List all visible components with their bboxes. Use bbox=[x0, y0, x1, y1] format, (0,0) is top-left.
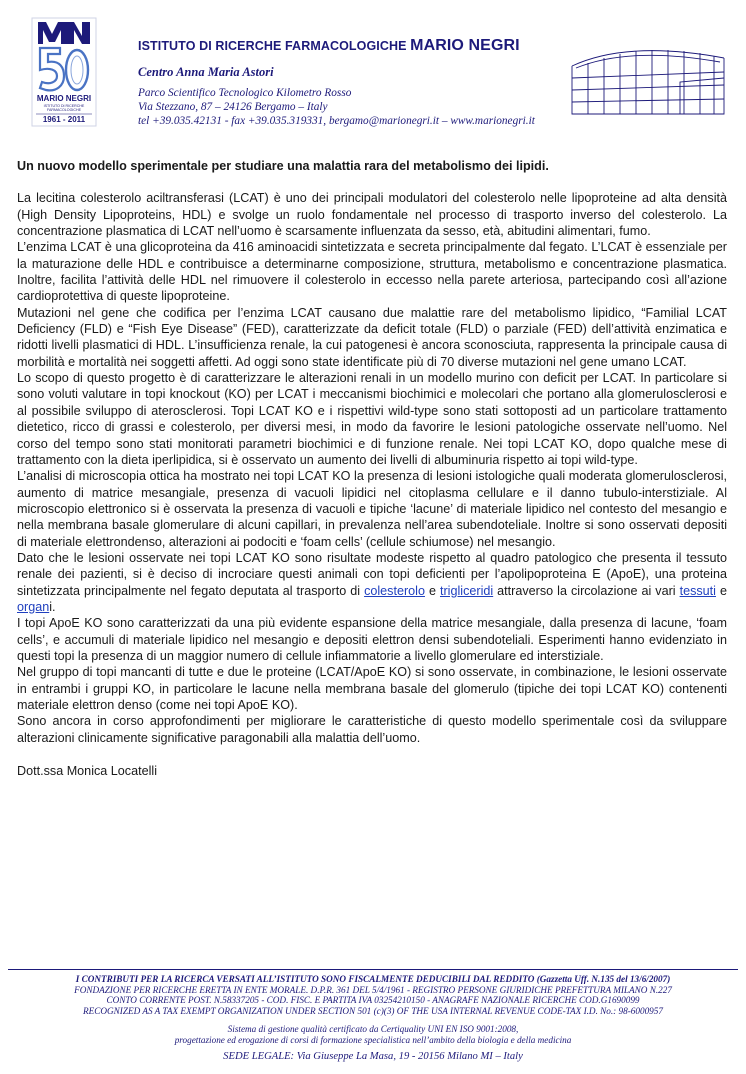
footer-line-1: I CONTRIBUTI PER LA RICERCA VERSATI ALL’ISTITUTO SONO FISCALMENTE DEDUCIBILI DAL REDDITO (Gazzetta Uff. N.135 del 13/6/2007) bbox=[75, 974, 671, 984]
footer-divider bbox=[8, 969, 738, 970]
institute-name: MARIO NEGRI bbox=[410, 37, 520, 54]
address-line-2: Via Stezzano, 87 – 24126 Bergamo – Italy bbox=[138, 101, 328, 113]
paragraph-1: La lecitina colesterolo aciltransferasi (LCAT) è uno dei principali modulatori del colesterolo nelle lipoproteine ad alta densità (High Density Lipoproteins, HDL) e svolge un ruolo fondamentale nel processo di trasporto inverso del colesterolo. La concentrazione plasmatica di LCAT nell’uomo è scarsamente influenzata da sesso, età, abitudini alimentari, fumo. bbox=[17, 191, 727, 239]
paragraph-3: Mutazioni nel gene che codifica per l’enzima LCAT causano due malattie rare del metabolismo lipidico, “Familial LCAT Deficiency (FLD) e “Fish Eye Disease” (FED), caratterizzate da deficit totale (FLD) o parziale (FED) dell’attività enzimatica e ridotti livelli plasmatici di HDL. L’insufficienza renale, la cui patogenesi è ancora sconosciuta, rappresenta la principale causa di morbilità e mortalità nei soggetti affetti. Ad oggi sono state identificate più di 70 diverse mutazioni nel gene umano LCAT. bbox=[17, 305, 727, 369]
paragraph-8: Nel gruppo di topi mancanti di tutte e due le proteine (LCAT/ApoE KO) si sono osservate, in combinazione, le lesioni osservate in entrambi i gruppi KO, in particolare le lacune nella membrana basale del glomerulo (tipiche dei topi LCAT KO) contenenti materiale elettron denso (come nei topi ApoE KO). bbox=[17, 665, 727, 712]
link-trigliceridi[interactable]: trigliceridi bbox=[439, 583, 494, 598]
footer-sede: SEDE LEGALE: Via Giuseppe La Masa, 19 - 20156 Milano MI – Italy bbox=[223, 1050, 523, 1062]
p6-text-a: Dato che le lesioni osservate nei topi LCAT KO sono risultate modeste rispetto al quadro patologico che presenta il tessuto renale dei pazienti, si è deciso di incrociare questi animali con topi deficienti per l’apolipoproteina E (ApoE), una proteina sintetizzata principalmente nel fegato deputata al trasporto di bbox=[17, 550, 727, 598]
institute-title bbox=[138, 37, 520, 55]
address-block bbox=[138, 86, 535, 128]
signature: Dott.ssa Monica Locatelli bbox=[17, 764, 157, 779]
institute-prefix: ISTITUTO DI RICERCHE FARMACOLOGICHE bbox=[138, 39, 407, 53]
logo-sub1: ISTITUTO DI RICERCHE bbox=[43, 104, 85, 108]
paragraph-9: Sono ancora in corso approfondimenti per migliorare le caratteristiche di questo modello sperimentale così da sviluppare alterazioni clinicamente significative paragonabili alla malattia dell’uomo. bbox=[17, 714, 727, 745]
p6-text-e: i. bbox=[49, 599, 56, 614]
link-tessuti[interactable]: tessuti bbox=[679, 583, 716, 598]
paragraph-5: L’analisi di microscopia ottica ha mostrato nei topi LCAT KO la presenza di lesioni istologiche quali moderata glomerulosclerosi, aumento di matrice mesangiale, presenza di vacuoli lipidici nel citoplasma cellulare e il danno tubulo-interstiziale. Al microscopio elettronico si è osservata la presenza di vacuoli e tipiche ‘lacune’ di materiale lipidico nel contesto del mesangio e nella membrana basale glomerulare di alcuni capillari, in prevalenza nell’area subendoteliale. Inoltre si sono osservati depositi di materiale elettrondenso, alterazioni ai podociti e ‘foam cells’ (cellule schiumose) nel mesangio. bbox=[17, 469, 727, 549]
logo-sub2: FARMACOLOGICHE bbox=[47, 108, 81, 112]
paragraph-2: L’enzima LCAT è una glicoproteina da 416 aminoacidi sintetizzata e secreta principalmente dal fegato. L’LCAT è essenziale per la maturazione delle HDL e contribuisce a determinarne composizione, struttura, metabolismo e concentrazione plasmatica. Inoltre, facilita l’attività delle HDL nel rimuovere il colesterolo in eccesso nella parete arteriosa, partecipando così all’azione cardioprotettiva di queste lipoproteine. bbox=[17, 240, 727, 304]
building-illustration bbox=[568, 38, 728, 118]
document-title: Un nuovo modello sperimentale per studiare una malattia rara del metabolismo dei lipidi. bbox=[17, 159, 549, 173]
footer-line-6: progettazione ed erogazione di corsi di formazione specialistica nell’ambito della biologia e della medicina bbox=[174, 1034, 572, 1045]
footer-line-5: Sistema di gestione qualità certificato da Certiquality UNI EN ISO 9001:2008, bbox=[227, 1024, 519, 1035]
paragraph-7: I topi ApoE KO sono caratterizzati da una più evidente espansione della matrice mesangiale, dalla presenza di lacune, ‘foam cells’, e accumuli di materiale lipidico nel mesangio e depositi elettron densi subendoteliali. Esperimenti hanno evidenziato in questi topi la presenza di un maggior numero di cellule infiammatorie a livello glomerulare ed interstiziale. bbox=[17, 616, 727, 663]
centro-name: Centro Anna Maria Astori bbox=[138, 65, 274, 79]
link-colesterolo[interactable]: colesterolo bbox=[364, 583, 425, 598]
footer-line-2: FONDAZIONE PER RICERCHE ERETTA IN ENTE MORALE. D.P.R. 361 DEL 5/4/1961 - REGISTRO PERSONE GIURIDICHE PREFETTURA MILANO N.227 bbox=[74, 984, 672, 995]
footer-line-3: CONTO CORRENTE POST. N.58337205 - COD. FISC. E PARTITA IVA 03254210150 - ANAGRAFE NAZIONALE RICERCHE COD.G1690099 bbox=[106, 995, 640, 1006]
logo-years: 1961 - 2011 bbox=[42, 115, 86, 124]
p6-text-b: e bbox=[424, 583, 440, 598]
p6-text-d: e bbox=[715, 583, 727, 598]
footer-line-4: RECOGNIZED AS A TAX EXEMPT ORGANIZATION UNDER SECTION 501 (c)(3) OF THE USA INTERNAL REVENUE CODE-TAX I.D. No.: 98-6000957 bbox=[83, 1005, 663, 1016]
paragraph-6 bbox=[17, 550, 727, 615]
logo-name: MARIO NEGRI bbox=[36, 94, 92, 103]
link-organi[interactable]: organ bbox=[17, 599, 50, 614]
mario-negri-50-logo bbox=[30, 16, 98, 128]
footer bbox=[8, 974, 738, 1062]
address-line-1: Parco Scientifico Tecnologico Kilometro Rosso bbox=[138, 87, 352, 99]
paragraph-4: Lo scopo di questo progetto è di caratterizzare le alterazioni renali in un modello murino con deficit per LCAT. In particolare si sono voluti valutare in topi knockout (KO) per LCAT i meccanismi biochimici e molecolari che portano alla glomerulosclerosi e al possibile sviluppo di aterosclerosi. Topi LCAT KO e i rispettivi wild-type sono stati sottoposti ad un particolare trattamento dietetico, ricco di grassi e colesterolo, per diversi mesi, in modo da favorire le lesioni patologiche osservate nell’uomo. Nel corso del tempo sono stati monitorati parametri biochimici e di funzione renale. Nei topi LCAT KO, dopo qualche mese di trattamento con la dieta iperlipidica, si è osservato un aumento dei livelli di albuminuria rispetto ai topi wild-type. bbox=[17, 371, 727, 467]
document-body bbox=[17, 158, 727, 779]
p6-text-c: attraverso la circolazione ai vari bbox=[493, 583, 680, 598]
address-line-3: tel +39.035.42131 - fax +39.035.319331, bergamo@marionegri.it – www.marionegri.it bbox=[138, 115, 535, 127]
